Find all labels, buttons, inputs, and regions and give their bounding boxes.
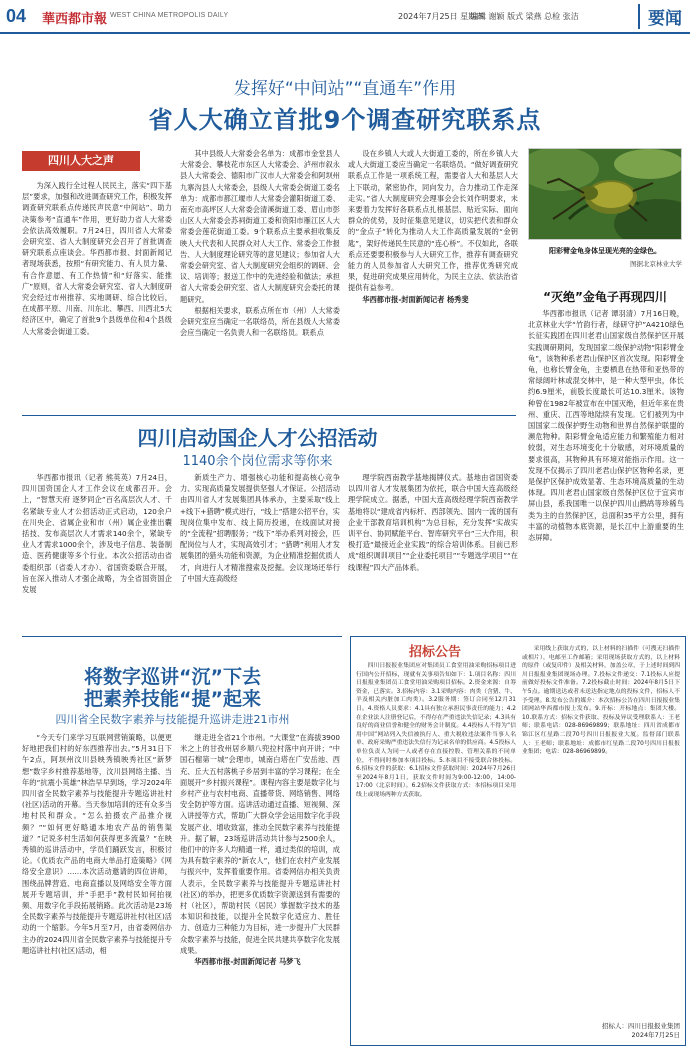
tender-signature: 招标人：四川日报报业集团 2024年7月25日	[602, 1022, 680, 1039]
paper-english-name: WEST CHINA METROPOLIS DAILY	[110, 12, 229, 19]
article3-headline-line2: 把素养技能“提”起来	[84, 688, 261, 710]
article1-col1-text: 为深入践行全过程人民民主，落实“四下基层”要求，加强和改进调查研究工作，积极发挥调查研究联系点传递民声民意“中间站”、助力决策参考“直通车”作用，更好助力省人大常委会依法高效履职。7月24日，四川省人大常委会研究室、省人大制度研究会召开了首批调查研究联系点座谈会。华西都市报、封面新闻记者现场获悉，按照“有研究能力、有人员力量、有合作意愿、有工作热情”和“好落实、能推广”原则，省人大常委会研究室、省人大制度研究会经过市州推荐、实地调研、综合比较后，在成都平原、川南、川东北、攀西、川西北5大经济区中，确定了首批9个县级单位和4个县级人大常委会街道工委。	[22, 181, 172, 336]
article3-column-1	[22, 732, 172, 1046]
section-title: 要闻	[638, 4, 682, 29]
issue-date: 2024年7月25日 星期四	[398, 12, 485, 21]
photo-credit: 图据北京林业大学	[630, 260, 682, 268]
page-number: 04	[6, 6, 27, 26]
masthead	[0, 0, 690, 34]
side-article-text: 华西都市报讯（记者 谭羽清）7月16日晚，北京林业大学“竹韵行者，绿研守护”A4210绿色长征实践团在四川老君山国家级自然保护区开展实践调研期间，发现国家二级保护动物“阳彩臂金龟”，该物种系老君山保护区首次发现。阳彩臂金龟，也称长臂金龟，主要栖息在热带和亚热带的常绿阔叶林或混交林中，是一种大型甲虫，体长约6.9厘米，前股长度最长可达10.3厘米。该物种曾在1982年被宣布在中国灭绝，但近年来在贵州、重庆、江西等地陆续有发现。它们被列为中国国家二级保护野生动物和世界自然保护联盟的濒危物种。阳彩臂金龟适应能力和繁殖能力相对较弱，对生态环境变化十分敏感，对环境质量的要求很高，其物种具有环境对能指示作用。这一发现不仅揭示了四川老君山保护区物种名录，更是保护区保护成效显著、生态环境高质量的生动体现。四川老君山国家级自然保护区位于宜宾市屏山县，系我国唯一以保护四川山鹧鸪等珍稀鸟类为主的自然保护区，总面积35平方公里，拥有丰富的动植物本底资源，是长江中上游重要的生态屏障。	[528, 309, 684, 543]
tender-notice-column-1	[356, 662, 516, 1042]
article1-column-2	[180, 148, 340, 410]
article2-col3-text: 理学院西南教学基地揭牌仪式。基地由省国资委以四川省人才发展集团为依托，联合中国大连高级经理学院成立。据悉，中国大连高级经理学院西南教学基地将以“建成省内标杆、西部领先、国内一流的国有企业干部教育培训机构”为总目标，充分发挥“实战实训平台、协同赋能平台、智库研究平台”三大作用，积极打造“最接近企业实践”的综合培训体系。目前已形成“组织调训项目”“企业委托项目”“专题选学项目”“在线课程”四大产品体系。	[348, 473, 518, 572]
side-article-body	[528, 308, 684, 630]
article2-headline: 四川启动国企人才公招活动	[137, 426, 378, 450]
article2-column-1	[22, 472, 172, 632]
beetle-photo	[528, 148, 682, 240]
divider	[22, 415, 516, 416]
article2-subheadline: 1140余个岗位需求等你来	[182, 454, 333, 469]
tender-col1-text: 四川日报报业集团应对集团员工食堂用油采购招标项目进行国内公开招标，现就有关事项告知如下：1.项目名称：四川日报报业集团员工食堂用油采购项目招标。2.资金来源：自筹资金，已落实。3.招标内容：3.1采购内容：肉类（含猪、牛、羊及相关内脏加工肉类）。3.2服务期：签订合同至12月31日。4.资格人员要求：4.1具有独立承担民事责任的能力；4.2在企业法人注册登记后，不得存在严重违法失信记录；4.3具有良好的商业信誉和健全的财务会计制度。4.4投标人不得为“信用中国”网站列入失信被执行人、重大税收违法案件当事人名单、政府采购严重违法失信行为记录名单的供应商。4.5投标人单位负责人为同一人或者存在直接控股、管理关系的不同单位，不得同时参加本项目投标。5.本项目不接受联合体投标。6.招标文件的获取：6.1招标文件获取时间：2024年7月26日至2024年8月1日，获取文件时间为9:00-12:00，14:00-17:00（北京时间）。6.2招标文件获取方式：本招标项目采用线上或现场两种方式获取。	[356, 663, 516, 798]
article1-column-3	[348, 148, 518, 410]
article1-byline: 华西都市报-封面新闻记者 杨秀斐	[362, 294, 469, 304]
tender-col2-text: 采用线上获取方式的，以上材料的扫描件（可搜无扫描件或相片），电邮至工作邮箱；采用现场获取方式的，以上材料的原件（或复印件）及相关材料，加盖公章，于上述时间到四川日报报业集团现场办理。7.投标文件递交：7.1投标人应提前做好投标文件准备。7.2投标截止时间：2024年8月5日下午5点。逾期送达或者未送达指定地点的投标文件，招标人不予受理。8.发布公告的媒介：本次招标公告在四川日报报业集团网站华西都市报上发布。9.开标：开标地点：集团大楼。10.联系方式：招标文件获取、投标及异议受理联系人：王老师；联系电话：028-86969899；联系地址：四川省成都市锦江区红星路二段70号四川日报报业大厦。监督部门联系人：王老师；联系地址：成都市红星路二段70号四川日报报业集团；电话：028-86969899。	[522, 646, 680, 756]
editor-credits: 编辑 谢颖 版式 梁燕 总检 张洁	[470, 12, 579, 21]
side-article-title: “灭绝”金龟子再现四川	[543, 290, 667, 304]
article1-column-1	[22, 180, 172, 410]
article3-byline: 华西都市报-封面新闻记者 马梦飞	[194, 957, 301, 967]
photo-caption: 阳彩臂金龟身体呈现光亮的金绿色。	[549, 247, 661, 255]
article2-col1-text: 华西都市报讯（记者 熊英英）7月24日，四川国资国企人才工作会议在成都召开。会上，“智慧天府 逐梦同企”百名高层次人才、千名紧缺专业人才公招活动正式启动，120余户在川央企、省属企业和市（州）属企业推出囊括技、发布高层次人才需求140余个，紧缺专业人才需求1000余个，涉及电子信息、装备制造、医药健康等多个行业。本次公招活动由省委组织部（省委人才办）、省国资委联合开展，旨在深入推动人才强企战略，为全省国资国企发展	[22, 473, 172, 595]
column-tag: 四川人大之声	[22, 151, 140, 171]
article3-headline-line1: 将数字巡讲“沉”下去	[84, 666, 261, 688]
beetle-image	[529, 149, 682, 240]
article1-kicker: 发挥好“中间站”“直通车”作用	[233, 79, 457, 99]
tender-notice-column-2	[522, 645, 680, 1017]
article3-subheadline: 四川省全民数字素养与技能提升巡讲走进21市州	[55, 713, 290, 726]
paper-logo: 華西都市報	[42, 12, 108, 27]
article3-column-2	[180, 732, 340, 1046]
article1-headline: 省人大确立首批9个调查研究联系点	[148, 106, 542, 134]
article2-col2-text: 新质生产力、增强核心功能和提高核心竞争力、实现高质量发展提供坚强人才保证。公招活动由四川省人才发展集团具体承办，主要采取“线上+线下+猎聘”模式进行，“线上”搭建公招平台，实现岗位集中发布、线上简历投递，在线面试对接的“全流程”招聘服务；“线下”举办系列对接会，匹配岗位与人才，实现高效引才；“猎聘”利用人才发展集团的猎头功能和资源，为企业精准挖掘优质人才，向进行人才精准搜索及挖掘。会议现场还举行了中国大连高级经	[180, 473, 340, 583]
article1-col2-text: 其中县级人大常委会名单为：成都市金堂县人大常委会、攀枝花市东区人大常委会、泸州市叙永县人大常委会、德阳市广汉市人大常委会和阿坝州九寨沟县人大常委会，县级人大常委会街道工委名单为：成都市都江堰市人大常委会灌阳街道工委、南充市高坪区人大常委会清溪街道工委、眉山市彭山区人大常委会苏祠街道工委和资阳市雁江区人大常委会莲花街道工委。9个联系点主要承担收集反映人大代表和人民群众对人大工作、常委会工作报告、人大制度理论研究等的意见建议；参加省人大常委会研究室、省人大制度研究会组织的调研、会议、培训等；报送工作中的先进经验和做法；承担省人大常委会研究室、省人大制度研究会委托的课题研究。	[180, 149, 340, 304]
tender-notice-title: 招标公告	[408, 645, 461, 660]
divider	[22, 636, 342, 637]
article1-col2b-text: 根据相关要求，联系点所在市（州）人大常委会研究室应当确定一名联络员，所在县级人大常委会应当确定一名负责人和一名联络员。联系点	[180, 305, 340, 338]
article3-col2-text: 继走进全省21个市州。“大课堂”在海拔3900米之上的甘孜州居乡顺八兜拉村落中向开讲；“中国石榴第一城”会理市，城南白塔在广安岳池、西充、丘大五村落桃子乡居到丰富的学习课程；在全面展开“乡村振兴课程”。课程内容主要是数字化与乡村产业与农村电商、直播带货、网络销售、网络安全防护等方面。巡讲活动通过直播、短视频、深入讲授等方式，帮助广大群众学会运用数字化手段发展产业、增收致富，推动全民数字素养与技能提升。据了解，23场巡讲活动共计参与2500余人，他们中的许多人均精通一样，通过类似的培训，成为具有数字素养的“新农人”，他们在农村产业发展与振兴中，发挥着重要作用。省委网信办相关负责人表示，全民数字素养与技能提升专题巡讲社村(社区)的举办，把更多优质数字资源送到有需要的村（社区），帮助村民（居民）掌握数字技术的基本知识和技能，以提升全民数字化适应力、胜任力、创造力三种能力为目标，进一步提升广大民群众数字素养与技能，促进全民共建共享数字化发展成果。	[180, 733, 340, 955]
article3-col1-text: “今天专门来学习互联网营销策略，以便更好地把我们村的好东西推荐出去。”5月31日下午2点，阿坝州汶川县映秀镇映秀社区“新梦想”数字乡村推荐基地等，汶川县网络主播、当年的“抗震小英雄”林浩早早到场，学习2024年四川省全民数字素养与技能提升专题巡讲社村(社区)活动的开幕。当天参加培训的还有众多当地村民和群众。“怎么拍摄农产品推介视频？”“如何更好略通本地农产品的销售渠道？”记说多村生活如何获得更多流量？”在映秀镇的巡讲活动中，学员们踊跃发言，积极讨论。《优质农产品的电商大单品打造策略》《网络安全意识》……本次活动邀请的四位讲师，围绕品牌营造、电商直播以及网络安全等方面展开专题培训，并“手把手”教村民如何拍视频、用数字化手段拓展销路。此次活动是23场全民数字素养与技能提升专题巡讲社村(社区)活动的一个缩影。今年5月至7月，由省委网信办主办的2024四川省全民数字素养与技能提升专题巡讲社村(社区)活动，相	[22, 733, 172, 955]
article2-column-2	[180, 472, 340, 632]
article2-column-3	[348, 472, 518, 632]
article1-col3-text: 设在乡镇人大或人大街道工委的，所在乡镇人大或人大街道工委应当确定一名联络员。“做好调查研究联系点工作是一项系统工程，需要省人大和基层人大上下联动，紧密协作，同向发力，合力推动工作走深走实。”省人大制度研究会理事会会长刘作明要求，未来要着力发挥好各联系点扎根基层、贴近实际、面向群众的优势，及时征集意见建议，切实把代表和群众的“金点子”转化为推动人大工作高质量发展的“金钥匙”，架好传递民生民意的“连心桥”。不仅如此，各联系点还要要积极参与人大研究工作，推荐有调查研究能力的人员参加省人大研究工作，推荐优秀研究成果，促进研究成果应用转化，为民主立法、依法治省提供有益参考。	[348, 149, 518, 293]
